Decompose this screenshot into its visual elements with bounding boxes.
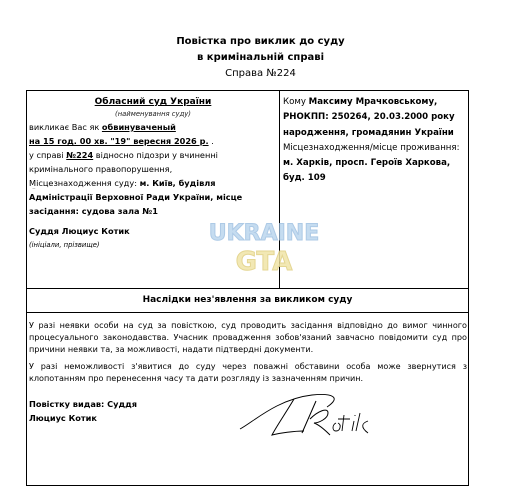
watermark-line-2: GTA (235, 247, 293, 277)
case-number-title: Справа №224 (225, 68, 296, 79)
location-value: м. Київ, будівля Адміністрації Верховної Ради України, місце засідання: судова зала №1 (29, 178, 243, 216)
judge-name: Суддя Люциус Котик (29, 226, 130, 236)
issuer-line-2: Люциус Котик (29, 413, 97, 423)
ukraine-gta-watermark (200, 210, 328, 280)
recipient-details: Максиму Мрачковському, РНОКПП: 250264, 20.03.2000 року народження, громадянин України (283, 97, 455, 138)
summons-prefix: викликає Вас як (29, 122, 102, 132)
residence-block (283, 141, 467, 187)
title-line-2: в кримінальній справі (197, 52, 324, 63)
document-header (0, 34, 521, 82)
consequences-paragraph-2: У разі неможливості з'явитися до суду через поважні обставини особа може звернутися з клопотанням про перенесення часу та дати розгляду із зазначенням причин. (29, 361, 467, 383)
summons-role-line (29, 120, 277, 134)
issuer-signature-block (29, 397, 137, 425)
case-suffix: відносно підозри у вчиненні (93, 150, 218, 160)
datetime-suffix: . (208, 136, 214, 146)
right-column (283, 95, 467, 187)
signature-text: L Kotik (32, 189, 36, 190)
section-divider (27, 288, 468, 289)
hearing-datetime-line (29, 134, 277, 148)
title-line-1: Повістка про виклик до суду (176, 36, 345, 47)
location-prefix: Місцезнаходження суду: (29, 178, 140, 188)
consequences-title: Наслідки нез'явлення за викликом суду (142, 295, 353, 305)
issuer-line-1: Повістку видав: Суддя (29, 399, 137, 409)
case-line (29, 148, 277, 162)
case-line-2: кримінального правопорушення, (29, 164, 173, 174)
recipient-block (283, 95, 467, 141)
watermark-line-1: UKRAINE (208, 221, 320, 246)
case-prefix: у справі (29, 150, 67, 160)
consequences-divider (27, 312, 468, 313)
residence-value: м. Харків, просп. Героїв Харкова, буд. 109 (283, 158, 451, 184)
case-number: №224 (66, 150, 94, 160)
consequences-paragraph-1: У разі неявки особи на суд за повісткою, суд проводить засідання відповідно до вимог чинного процесуального законодавства. Учасник провадження зобов'язаний завчасно повідомити суд про причини неявки та, за можливості, надати підтвердні документи. (29, 320, 467, 354)
court-name-note: (найменування суду) (115, 110, 191, 118)
residence-prefix: Місцезнаходження/місце проживання: (283, 142, 460, 153)
summons-role: обвинуваченый (101, 122, 176, 132)
court-name: Обласний суд України (94, 97, 212, 107)
hearing-datetime: на 15 год. 00 хв. "19" вересня 2026 р. (29, 136, 209, 146)
recipient-prefix: Кому (283, 97, 309, 107)
judge-note: (ініціали, прізвище) (29, 241, 100, 249)
summons-form (26, 90, 469, 486)
